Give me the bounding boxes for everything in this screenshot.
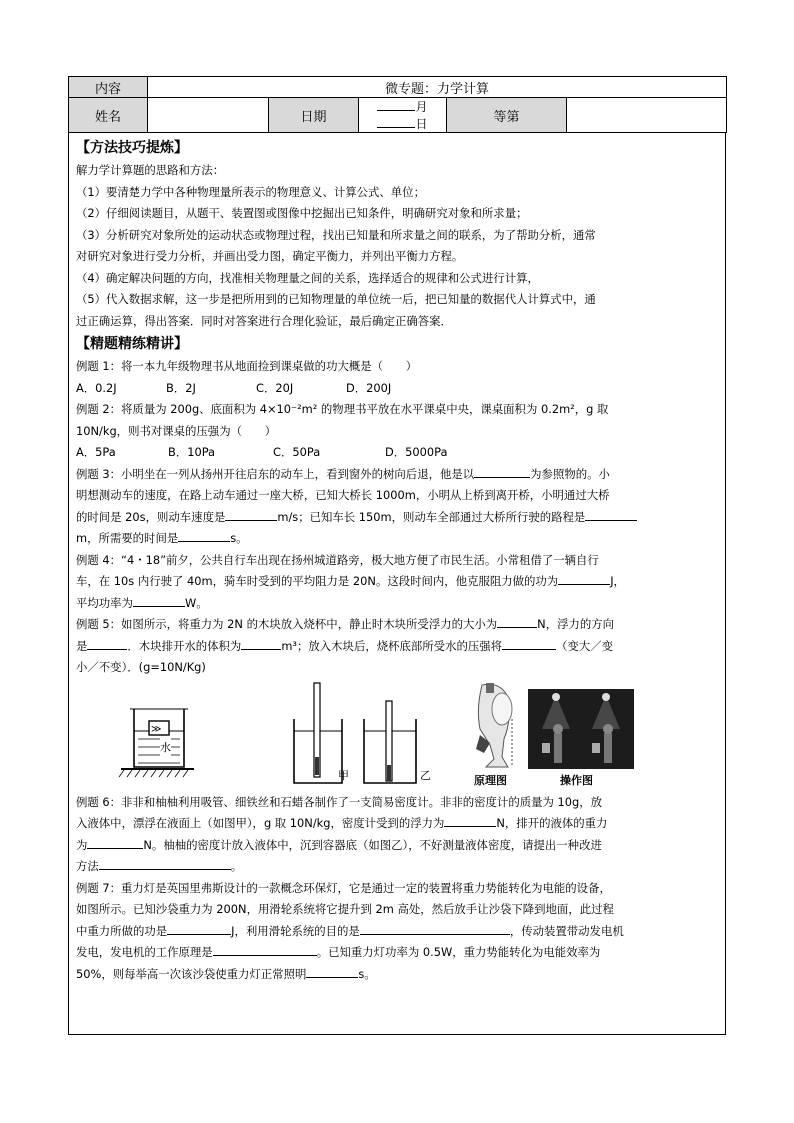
example-4-text: 车，在 10s 内行驶了 40m，骑车时受到的平均阻力是 20N。这段时间内，他克服阻力做的功为 J， (76, 574, 625, 588)
example-7-text: 50%，则每举高一次该沙袋使重力灯正常照明 s。 (76, 966, 376, 981)
answer-blank[interactable] (360, 922, 510, 935)
answer-blank[interactable] (444, 814, 496, 827)
option-a[interactable]: A．5Pa (76, 445, 116, 459)
answer-blank[interactable] (178, 529, 230, 542)
grade-field[interactable] (567, 98, 727, 133)
method-step: 过正确运算，得出答案．同时对答案进行合理化验证，最后确定正确答案． (76, 313, 452, 328)
content-box (68, 133, 726, 1035)
worksheet (68, 76, 726, 1035)
figures-row (76, 679, 720, 792)
option-d[interactable]: D．5000Pa (385, 445, 448, 459)
gravity-lamp-operation-photo (528, 689, 634, 769)
principle-caption: 原理图 (474, 773, 507, 787)
example-5-text: 小／不变）．(g=10N/Kg) (76, 660, 206, 674)
example-7-text: 如图所示。已知沙袋重力为 200N，用滑轮系统将它提升到 2m 高处，然后放手让沙袋下降到地面，此过程 (76, 902, 614, 916)
example-2-text: 10N/kg，则书对课桌的压强为（ ） (76, 423, 277, 438)
option-b[interactable]: B．10Pa (168, 445, 216, 459)
answer-blank[interactable] (87, 836, 143, 849)
topic-title: 微专题：力学计算 (148, 77, 727, 98)
yi-label: 乙 (420, 768, 431, 782)
header-table (68, 76, 727, 133)
example-3-text: 的时间是 20s，则动车速度是 m/s；已知车长 150m，则动车全部通过大桥所行驶的路程是 (76, 507, 720, 529)
answer-blank[interactable] (241, 637, 281, 650)
answer-blank[interactable] (558, 572, 610, 585)
gravity-lamp-principle-figure (468, 679, 528, 771)
operation-caption: 操作图 (560, 773, 593, 787)
method-step: （5）代入数据求解，这一步是把所用到的已知物理量的单位统一后，把已知量的数据代人计算式中，通 (76, 292, 596, 306)
method-step: （2）仔细阅读题目，从题干、装置图或图像中挖掘出已知条件，明确研究对象和所求量； (76, 206, 528, 220)
answer-blank[interactable] (474, 465, 530, 478)
method-intro: 解力学计算题的思路和方法： (76, 163, 225, 177)
method-step: （3）分析研究对象所处的运动状态或物理过程，找出已知量和所求量之间的联系，为了帮助分析，通常 (76, 227, 596, 242)
example-5-text: 是 ．木块排开水的体积为 m³；放入木块后，烧杯底部所受水的压强将 （变大／变 (76, 638, 613, 653)
example-7-text: 发电，发电机的工作原理是 。已知重力灯功率为 0.5W，重力势能转化为电能效率为 (76, 945, 601, 959)
beaker-figure (116, 699, 196, 779)
content-label: 内容 (69, 77, 148, 98)
answer-blank[interactable] (306, 965, 358, 978)
example-6-text: 例题 6：非非和柚柚利用吸管、细铁丝和石蜡各制作了一支简易密度计。非非的密度计的质量为 10g，放 (76, 794, 603, 809)
answer-blank[interactable] (87, 637, 127, 650)
answer-blank[interactable] (497, 615, 537, 628)
method-step: （4）确定解决问题的方向，找准相关物理量之间的关系，选择适合的规律和公式进行计算， (76, 270, 539, 285)
example-2-options (76, 442, 720, 464)
example-2-text: 例题 2：将质量为 200g、底面积为 4×10⁻²m² 的物理书平放在水平课桌中央，课桌面积为 0.2m²，g 取 (76, 402, 609, 416)
answer-blank[interactable] (213, 943, 317, 956)
example-3-text: 明想测动车的速度，在路上动车通过一座大桥，已知大桥长 1000m，小明从上桥到离开桥，小明通过大桥 (76, 488, 610, 502)
method-step: （1）要清楚力学中各种物理量所表示的物理意义、计算公式、单位； (76, 184, 425, 199)
example-6-text: 入液体中，漂浮在液面上（如图甲），g 取 10N/kg，密度计受到的浮力为 N，排开的液体的重力 (76, 816, 608, 830)
name-label: 姓名 (69, 98, 148, 133)
example-7-text: 中重力所做的功是 J，利用滑轮系统的目的是 ，传动装置带动发电机 (76, 923, 624, 938)
example-6-text: 为 N。柚柚的密度计放入液体中，沉到容器底（如图乙），不好测量液体密度，请提出一种改进 (76, 837, 602, 852)
answer-blank[interactable] (167, 922, 231, 935)
date-label: 日期 (269, 98, 359, 133)
example-4-text: 例题 4：“4・18”前夕，公共自行车出现在扬州城道路旁，极大地方便了市民生活。小常租借了一辆自行 (76, 552, 599, 567)
jia-label: 甲 (338, 768, 349, 782)
example-6-text: 方法 。 (76, 859, 243, 873)
method-step: 对研究对象进行受力分析，并画出受力图，确定平衡力，并列出平衡力方程。 (76, 249, 464, 263)
example-1-text: 例题 1：将一本九年级物理书从地面捡到课桌做的功大概是（ ） (76, 359, 418, 373)
example-7-text: 例题 7：重力灯是英国里弗斯设计的一款概念环保灯，它是通过一定的装置将重力势能转化为电能的设备， (76, 880, 611, 895)
practice-heading: 【精题精练精讲】 (76, 336, 188, 352)
answer-blank[interactable] (502, 637, 556, 650)
answer-blank[interactable] (225, 508, 277, 521)
example-4-text: 平均功率为 W。 (76, 595, 208, 610)
answer-blank[interactable] (99, 857, 231, 870)
svg-text:≫: ≫ (151, 723, 162, 735)
option-d[interactable]: D．200J (346, 380, 392, 395)
date-field[interactable]: 月日 (359, 98, 447, 133)
grade-label: 等第 (447, 98, 567, 133)
method-heading: 【方法技巧提炼】 (76, 140, 188, 156)
answer-blank[interactable] (133, 594, 185, 607)
option-b[interactable]: B．2J (166, 380, 196, 395)
example-1-options (76, 378, 720, 400)
option-c[interactable]: C．50Pa (273, 445, 321, 459)
answer-blank[interactable] (585, 508, 637, 521)
example-3-text: m，所需要的时间是 s。 (76, 531, 248, 545)
name-field[interactable] (148, 98, 269, 133)
example-3-text: 例题 3：小明坐在一列从扬州开往启东的动车上，看到窗外的树向后退，他是以 为参照物的。小 (76, 466, 610, 481)
option-c[interactable]: C．20J (256, 380, 294, 395)
water-label: 水 (160, 737, 171, 759)
example-5-text: 例题 5：如图所示，将重力为 2N 的木块放入烧杯中，静止时木块所受浮力的大小为 N，浮力的方向 (76, 617, 615, 631)
option-a[interactable]: A．0.2J (76, 380, 117, 395)
